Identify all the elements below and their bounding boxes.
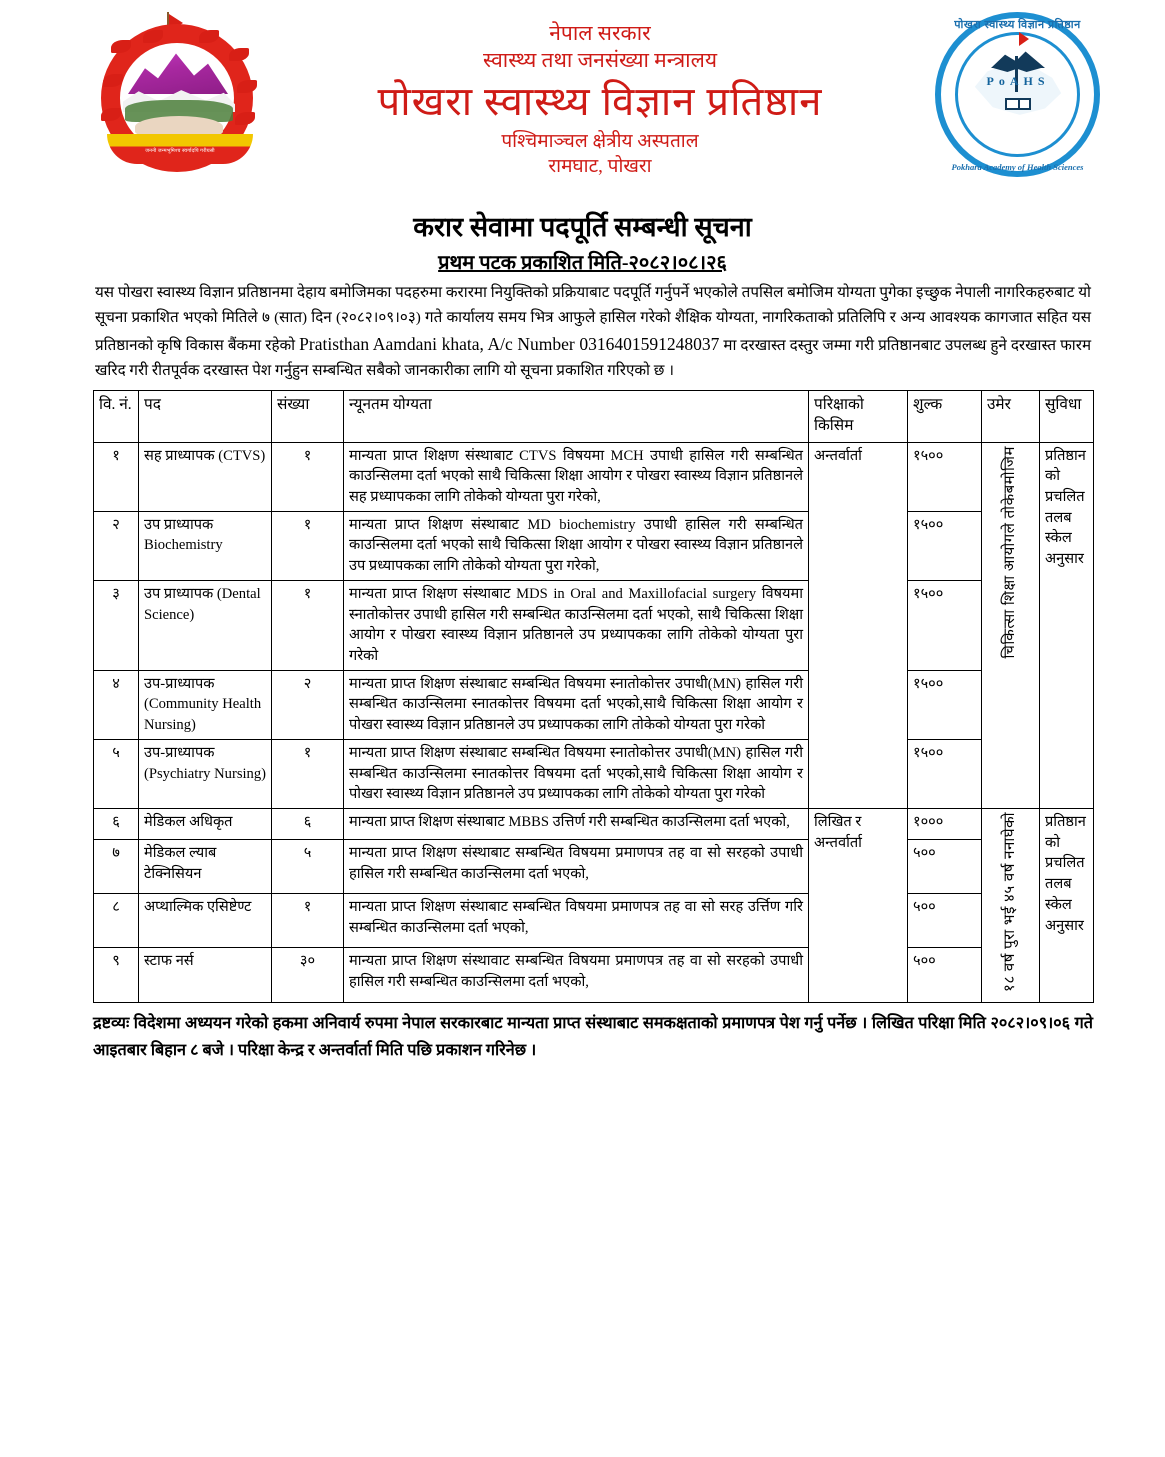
letterhead <box>0 0 1165 205</box>
table-row <box>94 580 1094 670</box>
intro-paragraph <box>95 281 1091 384</box>
wreath-leaf-icon <box>237 80 257 93</box>
table-row <box>94 948 1094 1002</box>
vacancy-table-wrapper <box>93 390 1093 1003</box>
row-sn: २ <box>94 511 139 580</box>
motto-ribbon <box>107 134 253 164</box>
ministry-line: स्वास्थ्य तथा जनसंख्या मन्त्रालय <box>482 48 718 73</box>
row-age <box>982 809 1040 1003</box>
row-qualification: मान्यता प्राप्त शिक्षण संस्थाबाट सम्बन्धित विषयमा प्रमाणपत्र तह वा सो सरह उर्त्तिण गरि सम्बन्धित काउन्सिलमा दर्ता भएको, <box>344 894 809 948</box>
seal-nepali-text: पोखरा स्वास्थ्य विज्ञान प्रतिष्ठान <box>954 19 1081 31</box>
table-row <box>94 670 1094 739</box>
col-header-age: उमेर <box>982 390 1040 442</box>
row-sn: ६ <box>94 809 139 840</box>
row-number: १ <box>272 894 344 948</box>
row-qualification: मान्यता प्राप्त शिक्षण संस्थाबाट CTVS विषयमा MCH उपाधी हासिल गरी सम्बन्धित काउन्सिलमा दर्ता भएको साथै चिकित्सा शिक्षा आयोग र पोखरा स्वास्थ्य विज्ञान प्रतिष्ठानले सह प्रध्यापकका लागि तोकेको योग्यता पुरा गरेको, <box>344 442 809 511</box>
intro-text-lead: यस पोखरा स्वास्थ्य विज्ञान प्रतिष्ठानमा देहाय बमोजिमका पदहरुमा करारमा नियुक्तिको प्रक्रियाबाट पदपूर्ति गर्नुपर्ने भएकोले तपसिल बमोजिम योग्यता पुगेका इच्छुक नेपाली नागरिकहरुबाट यो सूचना प्रकाशित भएको मितिले ७ (सात) दिन (२०८२।०९।०३) गते कार्यालय समय भित्र आफुले हासिल गरेको शैक्षिक योग्यता, नागरिकताको प्रतिलिपि र अन्य आवश्यक कागजात सहित यस प्रतिष्ठानको कृषि विकास बैंकमा रहेको <box>95 284 1091 355</box>
row-number: १ <box>272 739 344 808</box>
col-header-post: पद <box>139 390 272 442</box>
row-fee: १००० <box>908 809 982 840</box>
row-qualification: मान्यता प्राप्त शिक्षण संस्थाबाट MBBS उत्तिर्ण गरी सम्बन्धित काउन्सिलमा दर्ता भएको, <box>344 809 809 840</box>
row-qualification: मान्यता प्राप्त शिक्षण संस्थाबाट सम्बन्धित विषयमा प्रमाणपत्र तह वा सो सरहको उपाधी हासिल गरी सम्बन्धित काउन्सिलमा दर्ता भएको, <box>344 840 809 894</box>
row-sn: ३ <box>94 580 139 670</box>
row-sn: ५ <box>94 739 139 808</box>
age-vertical-text: १८ वर्ष पुरा भई ४५ वर्ष ननाघेको <box>1001 812 1018 992</box>
table-header-row <box>94 390 1094 442</box>
wreath-leaf-icon <box>235 112 255 125</box>
row-number: ३० <box>272 948 344 1002</box>
table-row <box>94 442 1094 511</box>
institution-heading <box>265 12 935 180</box>
row-fee: ५०० <box>908 840 982 894</box>
row-benefit: प्रतिष्ठान को प्रचलित तलब स्केल अनुसार <box>1040 442 1094 809</box>
table-row <box>94 809 1094 840</box>
row-number: २ <box>272 670 344 739</box>
row-sn: ९ <box>94 948 139 1002</box>
row-exam-type: लिखित र अन्तर्वार्ता <box>809 809 908 1003</box>
row-fee: ५०० <box>908 894 982 948</box>
row-post: मेडिकल अधिकृत <box>139 809 272 840</box>
row-fee: १५०० <box>908 670 982 739</box>
row-sn: ८ <box>94 894 139 948</box>
col-header-sn: वि. नं. <box>94 390 139 442</box>
row-benefit: प्रतिष्ठान को प्रचलित तलब स्केल अनुसार <box>1040 809 1094 1003</box>
row-number: ५ <box>272 840 344 894</box>
intro-text-tail: मा दरखास्त दस्तुर जम्मा गरी प्रतिष्ठानबाट उपलब्ध हुने दरखास्त फारम खरिद गरी रीतपूर्वक दरखास्त पेश गर्नुहुन सम्बन्धित सबैको जानकारीका लागि यो सूचना प्रकाशित गरिएको छ । <box>95 337 1092 379</box>
row-qualification: मान्यता प्राप्त शिक्षण संस्थाबाट MDS in Oral and Maxillofacial surgery विषयमा स्नातोकोत्तर उपाधी हासिल गरी सम्बन्धित काउन्सिलमा दर्ता भएको, साथै चिकित्सा शिक्षा आयोग र पोखरा स्वास्थ्य विज्ञान प्रतिष्ठानले उप प्रध्यापकका लागि तोकेको योग्यता पुरा गरेको <box>344 580 809 670</box>
row-post: उप-प्राध्यापक (Community Health Nursing) <box>139 670 272 739</box>
row-exam-type: अन्तर्वार्ता <box>809 442 908 809</box>
nepal-coat-of-arms-icon <box>95 12 265 187</box>
institution-name: पोखरा स्वास्थ्य विज्ञान प्रतिष्ठान <box>377 78 823 124</box>
pahs-seal-icon <box>935 12 1105 187</box>
publication-date: प्रथम पटक प्रकाशित मिति-२०८२।०८।२६ <box>438 252 727 274</box>
age-vertical-text: चिकित्सा शिक्षा आयोगले तोकेबमोजिम <box>1001 445 1018 658</box>
row-qualification: मान्यता प्राप्त शिक्षण संस्थाबाट सम्बन्धित विषयमा स्नातोकोत्तर उपाधी(MN) हासिल गरी सम्बन्धित काउन्सिलमा स्नातकोत्तर विषयमा दर्ता भएको,साथै चिकित्सा शिक्षा आयोग र पोखरा स्वास्थ्य विज्ञान प्रतिष्ठानले उप प्रध्यापकका लागि तोकेको योग्यता पुरा गरेको <box>344 670 809 739</box>
row-fee: १५०० <box>908 442 982 511</box>
row-number: ६ <box>272 809 344 840</box>
row-post: उप-प्राध्यापक (Psychiatry Nursing) <box>139 739 272 808</box>
row-fee: ५०० <box>908 948 982 1002</box>
wreath-leaf-icon <box>229 48 249 61</box>
seal-english-text: Pokhara Academy of Health Sciences <box>951 162 1084 172</box>
bank-account-info: Pratisthan Aamdani khata, A/c Number 0316401591248037 <box>299 334 720 355</box>
row-sn: १ <box>94 442 139 511</box>
table-row <box>94 739 1094 808</box>
page-title: करार सेवामा पदपूर्ति सम्बन्धी सूचना <box>413 212 752 242</box>
address-line: रामघाट, पोखरा <box>548 156 652 178</box>
seal-acronym: PoAHS <box>986 74 1050 88</box>
col-header-fee: शुल्क <box>908 390 982 442</box>
row-fee: १५०० <box>908 511 982 580</box>
row-qualification: मान्यता प्राप्त शिक्षण संस्थावाट सम्बन्धित विषयमा प्रमाणपत्र तह वा सो सरहको उपाधी हासिल गरी सम्बन्धित काउन्सिलमा दर्ता भएको, <box>344 948 809 1002</box>
table-row <box>94 894 1094 948</box>
row-post: मेडिकल ल्याब टेक्निसियन <box>139 840 272 894</box>
row-sn: ४ <box>94 670 139 739</box>
row-fee: १५०० <box>908 580 982 670</box>
motto-text: जननी जन्मभूमिश्च स्वर्गादपि गरीयसी <box>145 149 215 154</box>
col-header-exam-type: परिक्षाको किसिम <box>809 390 908 442</box>
footer-note: द्रष्टव्यः विदेशमा अध्ययन गरेको हकमा अनिवार्य रुपमा नेपाल सरकारबाट मान्यता प्राप्त संस्थाबाट समकक्षताको प्रमाणपत्र पेश गर्नु पर्नेछ । लिखित परिक्षा मिति २०८२।०९।०६ गते आइतबार बिहान ८ बजे । परिक्षा केन्द्र र अन्तर्वार्ता मिति पछि प्रकाशन गरिनेछ । <box>93 1013 1093 1060</box>
row-post: सह प्राध्यापक (CTVS) <box>139 442 272 511</box>
nepal-flag-icon <box>1019 32 1029 46</box>
row-post: उप प्राध्यापक (Dental Science) <box>139 580 272 670</box>
hospital-line: पश्चिमाञ्चल क्षेत्रीय अस्पताल <box>501 130 699 152</box>
row-number: १ <box>272 511 344 580</box>
table-row <box>94 511 1094 580</box>
row-fee: १५०० <box>908 739 982 808</box>
col-header-benefit: सुविधा <box>1040 390 1094 442</box>
col-header-number: संख्या <box>272 390 344 442</box>
row-qualification: मान्यता प्राप्त शिक्षण संस्थाबाट सम्बन्धित विषयमा स्नातोकोत्तर उपाधी(MN) हासिल गरी सम्बन्धित काउन्सिलमा स्नातकोत्तर विषयमा दर्ता भएको,साथै चिकित्सा शिक्षा आयोग र पोखरा स्वास्थ्य विज्ञान प्रतिष्ठानले उप प्रध्यापकका लागि तोकेको योग्यता पुरा गरेको <box>344 739 809 808</box>
row-post: उप प्राध्यापक Biochemistry <box>139 511 272 580</box>
row-age <box>982 442 1040 809</box>
col-header-qualification: न्यूनतम योग्यता <box>344 390 809 442</box>
row-number: १ <box>272 580 344 670</box>
vacancy-table <box>93 390 1094 1003</box>
row-post: स्टाफ नर्स <box>139 948 272 1002</box>
row-post: अप्थाल्मिक एसिष्टेण्ट <box>139 894 272 948</box>
table-row <box>94 840 1094 894</box>
open-book-icon <box>1005 98 1031 110</box>
row-qualification: मान्यता प्राप्त शिक्षण संस्थाबाट MD biochemistry उपाधी हासिल गरी सम्बन्धित काउन्सिलमा दर्ता भएको साथै चिकित्सा शिक्षा आयोग र पोखरा स्वास्थ्य विज्ञान प्रतिष्ठानले उप प्रध्यापकका लागि तोकेको योग्यता पुरा गरेको, <box>344 511 809 580</box>
row-number: १ <box>272 442 344 511</box>
row-sn: ७ <box>94 840 139 894</box>
government-line: नेपाल सरकार <box>549 21 651 45</box>
